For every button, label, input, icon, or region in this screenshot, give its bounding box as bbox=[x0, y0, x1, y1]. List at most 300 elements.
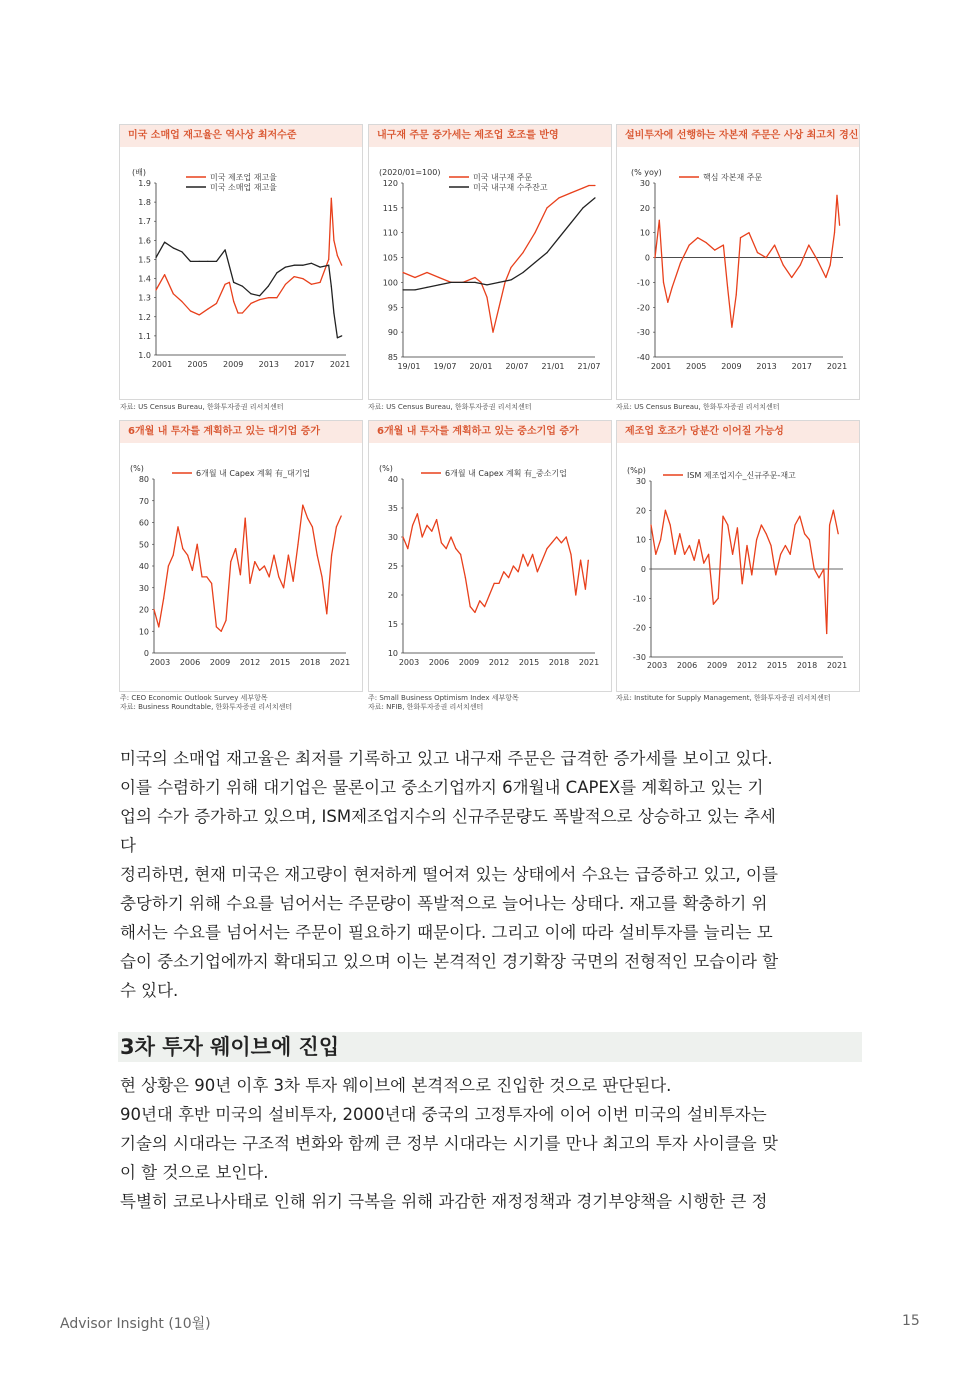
chart-c2 bbox=[369, 147, 611, 399]
data-point bbox=[470, 606, 471, 607]
data-point bbox=[333, 312, 334, 313]
data-point bbox=[446, 548, 447, 549]
data-point bbox=[225, 620, 226, 621]
data-point bbox=[276, 272, 277, 273]
legend-label: 6개월 내 Capex 계획 有_중소기업 bbox=[445, 469, 567, 478]
chart-c1 bbox=[120, 147, 362, 399]
data-point bbox=[273, 555, 274, 556]
y-tick-label: 95 bbox=[387, 303, 398, 313]
y-tick-label: 20 bbox=[138, 605, 149, 615]
data-point bbox=[207, 309, 208, 310]
data-point bbox=[518, 571, 519, 572]
data-point bbox=[285, 267, 286, 268]
data-point bbox=[522, 554, 523, 555]
data-point bbox=[438, 277, 439, 278]
body-section-2 bbox=[120, 1071, 865, 1216]
y-tick-label: 40 bbox=[387, 475, 398, 484]
data-point bbox=[288, 555, 289, 556]
data-point bbox=[233, 282, 234, 283]
data-point bbox=[221, 631, 222, 632]
data-point bbox=[269, 576, 270, 577]
data-point bbox=[498, 583, 499, 584]
data-point bbox=[294, 265, 295, 266]
y-tick-label: 100 bbox=[382, 278, 398, 288]
data-point bbox=[594, 185, 595, 186]
data-point bbox=[320, 282, 321, 283]
x-tick-label: 20/01 bbox=[469, 362, 493, 371]
y-tick-label: 50 bbox=[138, 540, 149, 550]
data-point bbox=[722, 516, 723, 517]
data-point bbox=[808, 245, 809, 246]
data-point bbox=[199, 261, 200, 262]
data-point bbox=[250, 293, 251, 294]
data-point bbox=[836, 195, 837, 196]
x-tick-label: 21/07 bbox=[577, 362, 601, 371]
chart-panel-5 bbox=[368, 420, 612, 692]
y-tick-label: 1.5 bbox=[138, 255, 151, 265]
data-point bbox=[207, 261, 208, 262]
data-point bbox=[534, 262, 535, 263]
x-tick-label: 2021 bbox=[578, 658, 600, 667]
data-point bbox=[294, 276, 295, 277]
data-point bbox=[173, 293, 174, 294]
chart-panel-1 bbox=[119, 124, 363, 400]
y-tick-label: 60 bbox=[138, 518, 149, 528]
body-line: 이 할 것으로 보인다. bbox=[120, 1163, 269, 1182]
data-point bbox=[558, 237, 559, 238]
x-tick-label: 2021 bbox=[826, 362, 848, 371]
x-tick-label: 2012 bbox=[239, 658, 261, 667]
source-c5 bbox=[368, 694, 519, 712]
x-tick-label: 2003 bbox=[149, 658, 171, 667]
data-point bbox=[570, 554, 571, 555]
data-point bbox=[155, 257, 156, 258]
data-point bbox=[546, 548, 547, 549]
data-point bbox=[331, 286, 332, 287]
source-line: 자료: US Census Bureau, 한화투자증권 리서치센터 bbox=[368, 403, 532, 411]
data-point bbox=[450, 536, 451, 537]
data-point bbox=[790, 554, 791, 555]
data-point bbox=[510, 267, 511, 268]
data-point bbox=[155, 289, 156, 290]
data-point bbox=[532, 554, 533, 555]
chart-title: 6개월 내 투자를 계획하고 있는 중소기업 증가 bbox=[369, 421, 611, 443]
data-point bbox=[181, 301, 182, 302]
data-point bbox=[455, 548, 456, 549]
data-point bbox=[546, 207, 547, 208]
data-point bbox=[498, 282, 499, 283]
y-tick-label: 30 bbox=[138, 583, 149, 593]
data-point bbox=[245, 518, 246, 519]
data-point bbox=[426, 272, 427, 273]
x-tick-label: 2005 bbox=[686, 362, 707, 371]
data-point bbox=[785, 545, 786, 546]
data-point bbox=[829, 524, 830, 525]
data-point bbox=[703, 563, 704, 564]
data-point bbox=[276, 297, 277, 298]
body-line: 수 있다. bbox=[120, 981, 179, 1000]
chart-title: 미국 소매업 재고율은 역사상 최저수준 bbox=[120, 125, 362, 147]
chart-title: 내구재 주문 증가세는 제조업 호조를 반영 bbox=[369, 125, 611, 147]
series-line-1 bbox=[403, 514, 588, 613]
body-section-1 bbox=[120, 744, 865, 1005]
body-line: 습이 중소기업에까지 확대되고 있으며 이는 본격적인 경기확장 국면의 전형적인 모습이라 할 bbox=[120, 952, 779, 971]
legend-label: 핵심 자본재 주문 bbox=[703, 173, 763, 182]
y-unit-label: (배) bbox=[132, 168, 146, 177]
data-point bbox=[727, 524, 728, 525]
y-tick-label: 35 bbox=[387, 504, 398, 513]
data-point bbox=[441, 542, 442, 543]
data-point bbox=[177, 526, 178, 527]
data-point bbox=[706, 242, 707, 243]
data-point bbox=[775, 574, 776, 575]
y-tick-label: 1.8 bbox=[138, 198, 151, 208]
y-tick-label: 120 bbox=[382, 179, 398, 188]
x-tick-label: 2009 bbox=[721, 362, 742, 371]
x-tick-label: 2013 bbox=[756, 362, 777, 371]
data-point bbox=[158, 626, 159, 627]
chart-c3 bbox=[617, 147, 859, 399]
data-point bbox=[680, 262, 681, 263]
y-tick-label: -10 bbox=[636, 278, 650, 288]
data-point bbox=[727, 287, 728, 288]
data-point bbox=[534, 232, 535, 233]
source-c1 bbox=[120, 403, 284, 412]
x-tick-label: 2009 bbox=[209, 658, 231, 667]
y-tick-label: -20 bbox=[632, 623, 646, 633]
x-tick-label: 2018 bbox=[299, 658, 321, 667]
data-point bbox=[474, 282, 475, 283]
data-point bbox=[718, 598, 719, 599]
data-point bbox=[756, 539, 757, 540]
legend-label: 미국 제조업 재고율 bbox=[210, 173, 277, 182]
x-tick-label: 19/01 bbox=[397, 362, 421, 371]
data-point bbox=[510, 279, 511, 280]
data-point bbox=[838, 533, 839, 534]
page-number: 15 bbox=[902, 1313, 920, 1329]
data-point bbox=[546, 252, 547, 253]
data-point bbox=[426, 525, 427, 526]
data-point bbox=[317, 555, 318, 556]
source-c2 bbox=[368, 403, 532, 412]
y-tick-label: 30 bbox=[387, 533, 398, 542]
data-point bbox=[665, 510, 666, 511]
data-point bbox=[839, 225, 840, 226]
data-point bbox=[216, 626, 217, 627]
data-point bbox=[462, 282, 463, 283]
data-point bbox=[834, 232, 835, 233]
data-point bbox=[311, 284, 312, 285]
data-point bbox=[708, 554, 709, 555]
data-point bbox=[723, 245, 724, 246]
data-point bbox=[740, 237, 741, 238]
body-line: 다 bbox=[120, 836, 136, 855]
data-point bbox=[414, 289, 415, 290]
data-point bbox=[164, 274, 165, 275]
source-line: 주: Small Business Optimism Index 세부항목 bbox=[368, 694, 519, 702]
x-tick-label: 2013 bbox=[258, 360, 279, 369]
data-point bbox=[486, 297, 487, 298]
data-point bbox=[826, 633, 827, 634]
data-point bbox=[655, 554, 656, 555]
data-point bbox=[268, 297, 269, 298]
data-point bbox=[450, 282, 451, 283]
y-tick-label: -10 bbox=[632, 594, 646, 604]
data-point bbox=[328, 265, 329, 266]
y-tick-label: 90 bbox=[387, 328, 398, 338]
data-point bbox=[438, 284, 439, 285]
data-point bbox=[211, 583, 212, 584]
data-point bbox=[190, 310, 191, 311]
y-tick-label: 1.1 bbox=[138, 331, 151, 341]
source-line: 주: CEO Economic Outlook Survey 세부항목 bbox=[120, 694, 268, 702]
data-point bbox=[173, 555, 174, 556]
data-point bbox=[331, 198, 332, 199]
body-line: 해서는 수요를 넘어서는 주문이 필요하기 때문이다. 그리고 이에 따라 설비투자를 늘리는 모 bbox=[120, 923, 773, 942]
data-point bbox=[689, 545, 690, 546]
data-point bbox=[216, 303, 217, 304]
y-unit-label: (%p) bbox=[627, 466, 646, 475]
data-point bbox=[551, 542, 552, 543]
data-point bbox=[249, 583, 250, 584]
data-point bbox=[508, 577, 509, 578]
x-tick-label: 2006 bbox=[676, 661, 698, 670]
y-tick-label: 10 bbox=[635, 535, 646, 545]
y-tick-label: 0 bbox=[640, 565, 646, 574]
chart-panel-4 bbox=[119, 420, 363, 692]
data-point bbox=[558, 197, 559, 198]
body-line: 정리하면, 현재 미국은 재고량이 현저하게 떨어져 있는 상태에서 수요는 급증하고 있고, 이를 bbox=[120, 865, 778, 884]
data-point bbox=[761, 524, 762, 525]
data-point bbox=[713, 604, 714, 605]
chart-title: 설비투자에 선행하는 자본재 주문은 사상 최고치 경신 bbox=[617, 125, 859, 147]
data-point bbox=[825, 277, 826, 278]
y-tick-label: 110 bbox=[382, 228, 398, 238]
y-tick-label: 70 bbox=[138, 496, 149, 506]
data-point bbox=[164, 242, 165, 243]
data-point bbox=[650, 524, 651, 525]
data-point bbox=[402, 536, 403, 537]
data-point bbox=[799, 516, 800, 517]
data-point bbox=[229, 282, 230, 283]
y-tick-label: 115 bbox=[382, 203, 398, 213]
chart-panel-6 bbox=[616, 420, 860, 692]
data-point bbox=[809, 539, 810, 540]
data-point bbox=[259, 570, 260, 571]
data-point bbox=[436, 519, 437, 520]
x-tick-label: 2018 bbox=[796, 661, 818, 670]
source-line: 자료: NFIB, 한화투자증권 리서치센터 bbox=[368, 703, 484, 711]
data-point bbox=[206, 576, 207, 577]
data-point bbox=[659, 220, 660, 221]
data-point bbox=[814, 568, 815, 569]
series-line-2 bbox=[156, 242, 342, 338]
data-point bbox=[268, 286, 269, 287]
y-tick-label: 1.4 bbox=[138, 274, 151, 284]
data-point bbox=[742, 583, 743, 584]
data-point bbox=[264, 565, 265, 566]
body-line: 특별히 코로나사태로 인해 위기 극복을 위해 과감한 재정정책과 경기부양책을 시행한 큰 정 bbox=[120, 1192, 768, 1211]
data-point bbox=[494, 583, 495, 584]
x-tick-label: 2021 bbox=[329, 360, 351, 369]
x-tick-label: 2015 bbox=[269, 658, 291, 667]
x-tick-label: 2018 bbox=[548, 658, 570, 667]
data-point bbox=[293, 581, 294, 582]
data-point bbox=[766, 257, 767, 258]
data-point bbox=[503, 571, 504, 572]
data-point bbox=[302, 265, 303, 266]
data-point bbox=[751, 574, 752, 575]
y-tick-label: 1.2 bbox=[138, 312, 151, 322]
series-line-1 bbox=[156, 198, 342, 315]
y-tick-label: 30 bbox=[639, 179, 650, 188]
data-point bbox=[732, 554, 733, 555]
data-point bbox=[474, 612, 475, 613]
data-point bbox=[570, 222, 571, 223]
y-tick-label: 0 bbox=[644, 253, 650, 263]
data-point bbox=[667, 302, 668, 303]
body-line: 기술의 시대라는 구조적 변화와 함께 큰 정부 시대라는 시기를 만나 최고의 투자 사이클을 맞 bbox=[120, 1134, 778, 1153]
data-point bbox=[484, 606, 485, 607]
data-point bbox=[737, 527, 738, 528]
data-point bbox=[407, 548, 408, 549]
data-point bbox=[697, 237, 698, 238]
y-tick-label: 1.3 bbox=[138, 293, 151, 303]
data-point bbox=[163, 598, 164, 599]
source-line: 자료: Institute for Supply Management, 한화투자증권 리서치센터 bbox=[616, 694, 831, 702]
data-point bbox=[698, 539, 699, 540]
y-tick-label: 80 bbox=[138, 475, 149, 484]
data-point bbox=[556, 536, 557, 537]
data-point bbox=[312, 526, 313, 527]
data-point bbox=[823, 568, 824, 569]
y-unit-label: (2020/01=100) bbox=[379, 168, 441, 177]
body-line: 90년대 후반 미국의 설비투자, 2000년대 중국의 고정투자에 이어 이번 미국의 설비투자는 bbox=[120, 1105, 767, 1124]
y-tick-label: 1.0 bbox=[138, 351, 151, 360]
data-point bbox=[321, 576, 322, 577]
y-tick-label: -30 bbox=[636, 328, 650, 338]
chart-title: 제조업 호조가 당분간 이어질 가능성 bbox=[617, 421, 859, 443]
footer-title: Advisor Insight (10월) bbox=[60, 1316, 211, 1332]
x-tick-label: 2009 bbox=[223, 360, 244, 369]
data-point bbox=[689, 245, 690, 246]
data-point bbox=[561, 542, 562, 543]
data-point bbox=[337, 337, 338, 338]
data-point bbox=[417, 513, 418, 514]
y-tick-label: -40 bbox=[636, 353, 650, 362]
y-tick-label: 40 bbox=[138, 562, 149, 571]
data-point bbox=[460, 554, 461, 555]
data-point bbox=[201, 576, 202, 577]
data-point bbox=[302, 278, 303, 279]
series-line-1 bbox=[154, 505, 341, 631]
legend-label: 미국 내구재 수주잔고 bbox=[473, 183, 548, 192]
data-point bbox=[254, 561, 255, 562]
source-line: 자료: US Census Bureau, 한화투자증권 리서치센터 bbox=[120, 403, 284, 411]
data-point bbox=[326, 613, 327, 614]
chart-c5 bbox=[369, 443, 611, 691]
body-line: 미국의 소매업 재고율은 최저를 기록하고 있고 내구재 주문은 급격한 증가세를 보이고 있다. bbox=[120, 749, 773, 768]
data-point bbox=[774, 245, 775, 246]
y-tick-label: 85 bbox=[387, 353, 398, 362]
legend-label: 미국 내구재 주문 bbox=[473, 173, 533, 182]
x-tick-label: 2015 bbox=[766, 661, 788, 670]
data-point bbox=[580, 560, 581, 561]
data-point bbox=[672, 287, 673, 288]
data-point bbox=[794, 524, 795, 525]
data-point bbox=[285, 284, 286, 285]
data-point bbox=[585, 589, 586, 590]
x-tick-label: 2012 bbox=[736, 661, 758, 670]
body-line: 충당하기 위해 수요를 넘어서는 주문량이 폭발적으로 늘어나는 상태다. 재고를 확충하기 위 bbox=[120, 894, 768, 913]
x-tick-label: 2021 bbox=[826, 661, 848, 670]
data-point bbox=[259, 299, 260, 300]
data-point bbox=[278, 576, 279, 577]
series-line-1 bbox=[403, 186, 595, 333]
data-point bbox=[235, 548, 236, 549]
y-tick-label: 0 bbox=[143, 649, 149, 658]
legend-label: 6개월 내 Capex 계획 有_대기업 bbox=[196, 469, 311, 478]
y-unit-label: (%) bbox=[379, 464, 393, 473]
x-tick-label: 2006 bbox=[428, 658, 450, 667]
data-point bbox=[679, 533, 680, 534]
y-tick-label: 10 bbox=[138, 627, 149, 637]
body-line: 이를 수렴하기 위해 대기업은 물론이고 중소기업까지 6개월내 CAPEX를 계획하고 있는 기 bbox=[120, 778, 764, 797]
chart-panel-2 bbox=[368, 124, 612, 400]
body-line: 현 상황은 90년 이후 3차 투자 웨이브에 본격적으로 진입한 것으로 판단된다. bbox=[120, 1076, 672, 1095]
data-point bbox=[522, 272, 523, 273]
data-point bbox=[283, 587, 284, 588]
data-point bbox=[588, 560, 589, 561]
y-tick-label: 15 bbox=[387, 620, 398, 629]
data-point bbox=[320, 267, 321, 268]
data-point bbox=[302, 505, 303, 506]
data-point bbox=[566, 536, 567, 537]
data-point bbox=[336, 526, 337, 527]
data-point bbox=[153, 609, 154, 610]
x-tick-label: 2001 bbox=[151, 360, 173, 369]
data-point bbox=[746, 545, 747, 546]
y-tick-label: 25 bbox=[387, 562, 398, 571]
body-line: 업의 수가 증가하고 있으며, ISM제조업지수의 신규주문량도 폭발적으로 상승하고 있는 추세 bbox=[120, 807, 776, 826]
data-point bbox=[498, 307, 499, 308]
y-tick-label: 1.9 bbox=[138, 179, 151, 188]
data-point bbox=[190, 261, 191, 262]
data-point bbox=[311, 263, 312, 264]
x-tick-label: 19/07 bbox=[433, 362, 457, 371]
data-point bbox=[242, 286, 243, 287]
source-c4 bbox=[120, 694, 292, 712]
legend-label: ISM 제조업지수_신규주문-재고 bbox=[687, 471, 796, 480]
data-point bbox=[225, 284, 226, 285]
data-point bbox=[522, 252, 523, 253]
x-tick-label: 2009 bbox=[458, 658, 480, 667]
data-point bbox=[654, 257, 655, 258]
data-point bbox=[341, 265, 342, 266]
y-tick-label: 1.6 bbox=[138, 236, 151, 246]
source-c3 bbox=[616, 403, 780, 412]
chart-c4 bbox=[120, 443, 362, 691]
data-point bbox=[833, 510, 834, 511]
data-point bbox=[331, 555, 332, 556]
data-point bbox=[465, 577, 466, 578]
y-tick-label: 1.7 bbox=[138, 217, 151, 227]
data-point bbox=[402, 289, 403, 290]
data-point bbox=[594, 197, 595, 198]
data-point bbox=[240, 574, 241, 575]
data-point bbox=[804, 533, 805, 534]
x-tick-label: 2012 bbox=[488, 658, 510, 667]
